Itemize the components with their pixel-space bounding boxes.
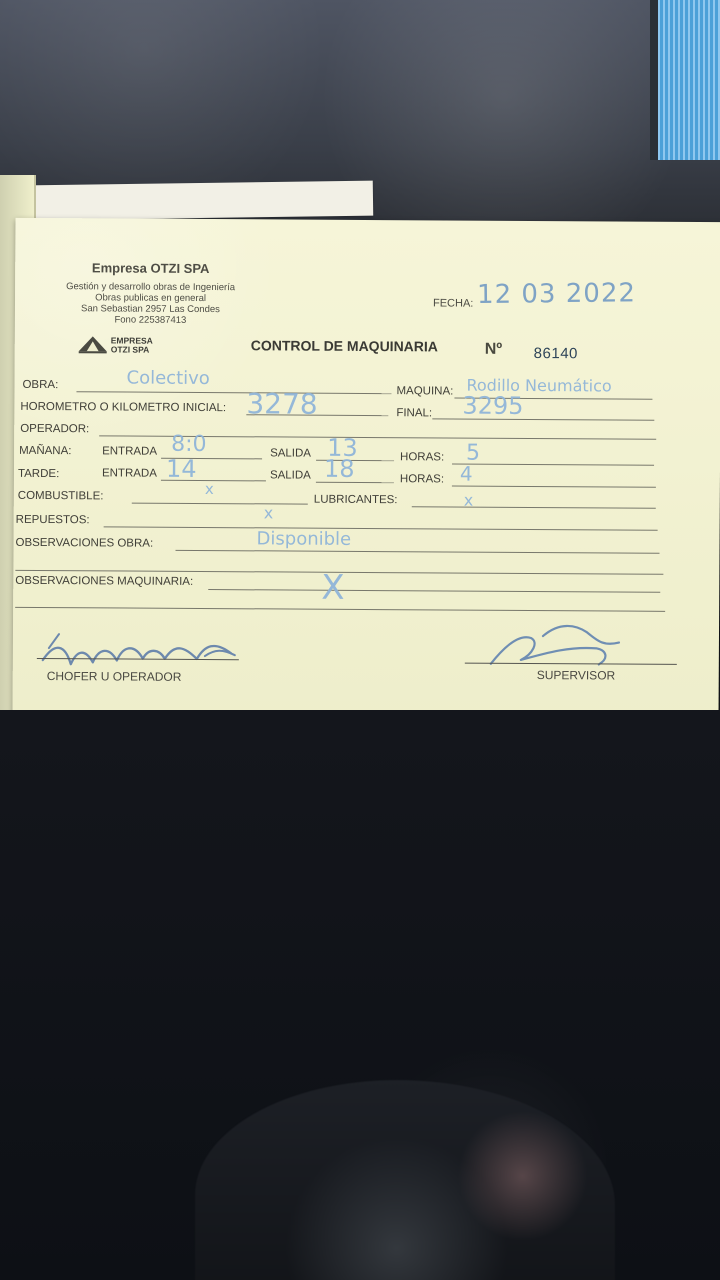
observaciones-maquinaria-label: OBSERVACIONES MAQUINARIA:	[15, 574, 194, 588]
tarde-horas-line	[452, 486, 656, 488]
repuestos-label: REPUESTOS:	[15, 513, 90, 527]
logo-text-line-2: OTZI SPA	[110, 344, 150, 355]
manana-horas-value: 5	[466, 440, 481, 466]
window-strip	[650, 0, 720, 160]
logo-text-line-1: EMPRESA	[110, 335, 153, 346]
supervisor-label: SUPERVISOR	[536, 668, 616, 683]
tarde-horas-label: HORAS:	[399, 473, 445, 486]
obra-value: Colectivo	[126, 367, 210, 390]
combustible-value: x	[204, 480, 214, 499]
company-line-3: San Sebastian 2957 Las Condes	[80, 303, 220, 316]
company-line-4: Fono 225387413	[114, 314, 187, 326]
company-logo	[77, 332, 172, 361]
combustible-label: COMBUSTIBLE:	[17, 489, 104, 503]
tarde-horas-value: 4	[459, 461, 473, 486]
machinery-control-form	[12, 218, 720, 720]
company-line-1: Gestión y desarrollo obras de Ingeniería	[66, 281, 236, 294]
manana-entrada-label: ENTRADA	[102, 445, 158, 458]
form-title: CONTROL DE MAQUINARIA	[250, 337, 438, 355]
company-line-2: Obras publicas en general	[95, 292, 207, 305]
tent-icon	[77, 333, 109, 355]
manana-entrada-value: 8:0	[171, 431, 207, 458]
manana-salida-label: SALIDA	[270, 447, 312, 460]
observaciones-obra-line	[175, 550, 659, 554]
fecha-label: FECHA:	[432, 297, 474, 310]
repuestos-value: x	[263, 503, 274, 523]
combustible-line	[132, 503, 308, 505]
form-number-value: 86140	[533, 345, 578, 363]
tarde-salida-label: SALIDA	[269, 469, 311, 482]
observaciones-obra-label: OBSERVACIONES OBRA:	[15, 536, 154, 550]
horometro-label: HOROMETRO O KILOMETRO INICIAL:	[20, 400, 227, 415]
final-label: FINAL:	[396, 407, 433, 420]
observaciones-obra-value: Disponible	[256, 528, 352, 550]
lubricantes-label: LUBRICANTES:	[313, 493, 398, 507]
fecha-value: 12 03 2022	[476, 278, 637, 311]
obra-label: OBRA:	[22, 378, 59, 392]
obra-line	[76, 391, 391, 394]
manana-horas-label: HORAS:	[400, 451, 445, 464]
manana-salida-value: 13	[327, 433, 358, 462]
repuestos-line	[104, 526, 658, 530]
observaciones-maquinaria-line	[208, 589, 660, 593]
observaciones-maquinaria-value: X	[321, 567, 345, 608]
company-name: Empresa OTZI SPA	[91, 260, 210, 277]
white-paper-sheet	[28, 181, 373, 221]
manana-horas-line	[452, 464, 654, 466]
logo-text	[111, 336, 153, 354]
horometro-value: 3278	[246, 387, 318, 421]
form-number-label: Nº	[484, 340, 503, 358]
tarde-salida-value: 18	[323, 454, 355, 483]
final-value: 3295	[462, 391, 524, 420]
tarde-entrada-value: 14	[165, 454, 197, 483]
manana-label: MAÑANA:	[19, 444, 72, 458]
tarde-entrada-label: ENTRADA	[101, 467, 157, 480]
maquina-label: MAQUINA:	[396, 385, 454, 398]
tarde-label: TARDE:	[17, 467, 60, 481]
lubricantes-line	[412, 506, 656, 508]
maquina-value: Rodillo Neumático	[466, 375, 612, 396]
lubricantes-value: x	[463, 490, 474, 510]
company-header	[43, 260, 258, 326]
chofer-label: CHOFER U OPERADOR	[46, 669, 182, 684]
operador-label: OPERADOR:	[20, 422, 90, 436]
